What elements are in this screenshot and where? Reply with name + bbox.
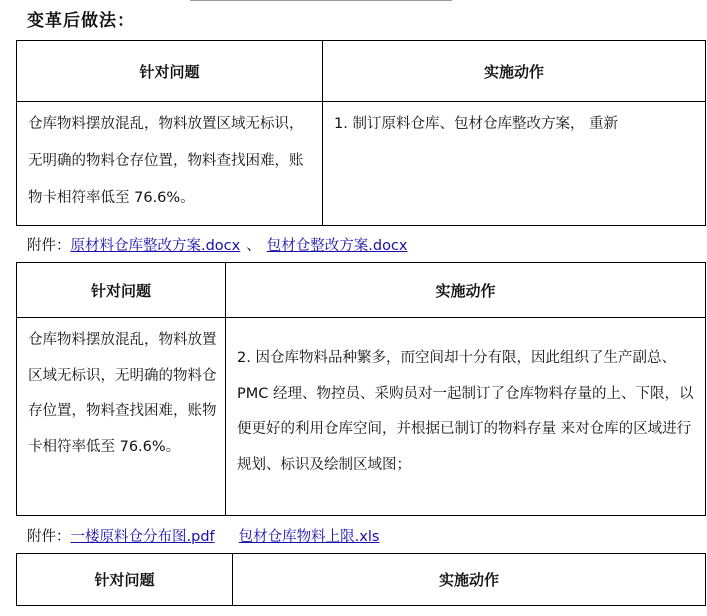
table-header-problem: 针对问题	[17, 554, 233, 606]
table-3	[16, 553, 706, 606]
table-header-action: 实施动作	[233, 554, 706, 606]
problem-cell	[17, 318, 226, 516]
action-cell	[226, 318, 706, 516]
attachments-line-1	[27, 234, 408, 255]
table-2	[16, 262, 706, 516]
table-header-problem: 针对问题	[17, 41, 323, 102]
attachments-line-2	[27, 525, 379, 546]
attachment-separator: 、	[246, 238, 261, 254]
attachment-link[interactable]: 包材仓库物料上限.xls	[238, 529, 380, 545]
action-text: 1. 制订原料仓库、包材仓库整改方案， 重新	[334, 116, 619, 132]
action-text: 2. 因仓库物料品种繁多，而空间却十分有限，因此组织了生产副总、PMC 经理、物控员、采购员对一起制订了仓库物料存量的上、下限，以便更好的利用仓库空间，并根据已制订的物料存量 来对仓库的区域进行规划、标识及绘制区域图；	[237, 350, 694, 473]
problem-text: 仓库物料摆放混乱，物料放置区域无标识，无明确的物料仓存位置，物料查找困难，账物卡相符率低至 76.6%。	[28, 332, 217, 455]
table-header-action: 实施动作	[323, 41, 706, 102]
top-rule	[190, 0, 452, 1]
attachment-link[interactable]: 一楼原料仓分布图.pdf	[70, 529, 215, 545]
table-header-problem: 针对问题	[17, 263, 226, 318]
problem-text: 仓库物料摆放混乱，物料放置区域无标识，无明确的物料仓存位置，物料查找困难，账物卡相符率低至 76.6%。	[28, 116, 304, 206]
problem-cell	[17, 102, 323, 226]
section-heading: 变革后做法：	[27, 11, 135, 31]
attachment-link[interactable]: 包材仓整改方案.docx	[266, 238, 408, 254]
action-cell	[323, 102, 706, 226]
table-1	[16, 40, 706, 226]
attachments-label: 附件：	[27, 529, 71, 545]
attachment-link[interactable]: 原材料仓库整改方案.docx	[70, 238, 241, 254]
attachments-label: 附件：	[27, 238, 71, 254]
table-header-action: 实施动作	[226, 263, 706, 318]
